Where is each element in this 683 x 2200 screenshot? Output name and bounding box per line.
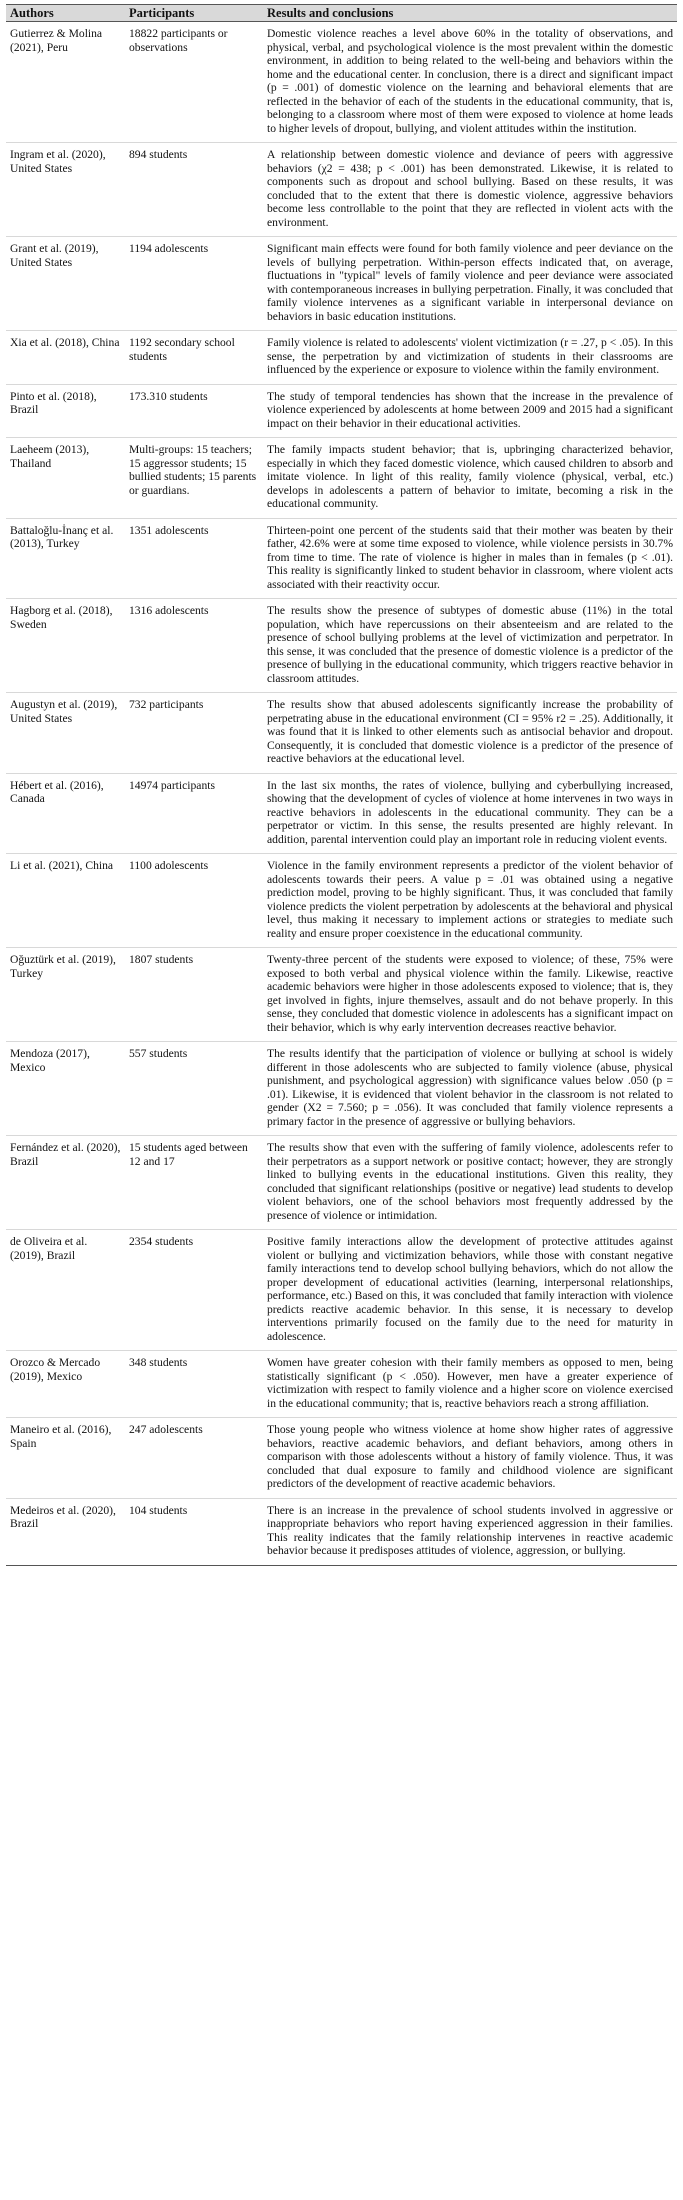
cell-participants: 1351 adolescents xyxy=(125,518,263,599)
cell-results: Women have greater cohesion with their family members as opposed to men, being statistically significant (p < .050). However, men have a greater experience of victimization with respect to family violence and a higher score on violence exercised in the educational community; that is, reactive behaviors reach a strong affiliation. xyxy=(263,1351,677,1418)
table-row xyxy=(6,438,677,519)
table-row xyxy=(6,1418,677,1499)
cell-author: Augustyn et al. (2019), United States xyxy=(6,693,125,774)
table-body xyxy=(6,22,677,1566)
cell-participants: 894 students xyxy=(125,143,263,237)
cell-participants: Multi-groups: 15 teachers; 15 aggressor students; 15 bullied students; 15 parents or guardians. xyxy=(125,438,263,519)
cell-author: Grant et al. (2019), United States xyxy=(6,237,125,331)
cell-author: Maneiro et al. (2016), Spain xyxy=(6,1418,125,1499)
cell-results: Family violence is related to adolescents' violent victimization (r = .27, p < .05). In this sense, the perpetration by and victimization of students in their classrooms are influenced by the experience or exposure to violence within the family environment. xyxy=(263,331,677,385)
table-row xyxy=(6,22,677,143)
cell-results: The results identify that the participation of violence or bullying at school is widely different in those adolescents who are subjected to family violence (abuse, physical punishment, and psychological aggression) with significance values below .050 (p = .01). Likewise, it is evidenced that violent behavior in the classroom is not related to gender (X2 = 7.560; p = .056). It was concluded that family violence represents a primary factor in the presence of aggressive or bullying behaviors. xyxy=(263,1042,677,1136)
table-row xyxy=(6,1136,677,1230)
cell-results: There is an increase in the prevalence of school students involved in aggressive or inappropriate behaviors who report having experienced aggression in their families. This reality indicates that the family relationship intervenes in reactive academic behavior because it predisposes attitudes of violence, aggression, or bullying. xyxy=(263,1498,677,1565)
cell-participants: 173.310 students xyxy=(125,384,263,438)
cell-results: Domestic violence reaches a level above 60% in the totality of observations, and physical, verbal, and psychological violence is the most prevalent within the domestic environment, in addition to being related to the well-being and behaviors within the home and the educational center. In conclusion, there is a direct and significant impact (p = .001) of domestic violence on the learning and behavioral elements that are reflected in the behavior of each of the students in the educational community, that is, belonging to a classroom where most of them were exposed to violence at home leads to higher levels of dropout, bullying, and violent attitudes within the institution. xyxy=(263,22,677,143)
cell-participants: 557 students xyxy=(125,1042,263,1136)
table-row xyxy=(6,1351,677,1418)
cell-results: The results show the presence of subtypes of domestic abuse (11%) in the total population, which have repercussions on their absenteeism and are related to the presence of school bullying problems at the level of victimization and perpetrator. In this sense, it was concluded that the presence of domestic violence is a predictor of the presence of bullying in the educational community, which triggers reactive behavior in classroom attitudes. xyxy=(263,599,677,693)
cell-participants: 247 adolescents xyxy=(125,1418,263,1499)
table-row xyxy=(6,1498,677,1565)
table-row xyxy=(6,693,677,774)
cell-results: Significant main effects were found for both family violence and peer deviance on the levels of bullying perpetration. Within-person effects indicated that, on average, fluctuations in "typical" levels of family violence and peer deviance were associated with contemporaneous increases in bullying perpetration. Finally, it was concluded that family violence intervenes as a significant variable in interpersonal deviance on behaviors in basic education institutions. xyxy=(263,237,677,331)
cell-results: In the last six months, the rates of violence, bullying and cyberbullying increased, showing that the development of cycles of violence at home intervenes in two ways in reactive behaviors in adolescents in the educational community. They can be a perpetrator or victim. In this sense, the results presented are highly relevant. In addition, parental intervention could play an important role in reducing violent events. xyxy=(263,773,677,854)
header-results: Results and conclusions xyxy=(263,5,677,22)
cell-author: de Oliveira et al. (2019), Brazil xyxy=(6,1230,125,1351)
table-header-row xyxy=(6,5,677,22)
cell-participants: 1100 adolescents xyxy=(125,854,263,948)
cell-results: Positive family interactions allow the development of protective attitudes against violent or bullying and victimization behaviors, while those with constant negative family interactions tend to develop school bullying behaviors, which do not allow the proper development of educational activities (learning, interpersonal relationships, performance, etc.) Based on this, it was concluded that family interaction with violence predicts reactive academic behavior. In this sense, it is necessary to develop interventions primarily focused on the family due to the need for maturity in adolescence. xyxy=(263,1230,677,1351)
table-row xyxy=(6,1230,677,1351)
cell-author: Laeheem (2013), Thailand xyxy=(6,438,125,519)
table-row xyxy=(6,948,677,1042)
cell-author: Pinto et al. (2018), Brazil xyxy=(6,384,125,438)
table-row xyxy=(6,599,677,693)
cell-author: Hébert et al. (2016), Canada xyxy=(6,773,125,854)
cell-participants: 2354 students xyxy=(125,1230,263,1351)
cell-participants: 104 students xyxy=(125,1498,263,1565)
cell-results: Thirteen-point one percent of the students said that their mother was beaten by their father, 42.6% were at some time exposed to violence, while violence persists in 30.7% from time to time. The rate of violence is higher in males than in females (p < .01). This reality is significantly linked to student behavior in classroom, where violent acts associated with their reactivity occur. xyxy=(263,518,677,599)
cell-author: Gutierrez & Molina (2021), Peru xyxy=(6,22,125,143)
cell-author: Xia et al. (2018), China xyxy=(6,331,125,385)
cell-results: The results show that even with the suffering of family violence, adolescents refer to their perpetrators as a support network or positive contact; however, they are strongly linked to bullying events in the educational institutions. Given this reality, they concluded that significant relationships (positive or negative) lead students to develop violent behaviors, one of the school behaviors most frequently addressed by the presence of violence or intimidation. xyxy=(263,1136,677,1230)
cell-results: Those young people who witness violence at home show higher rates of aggressive behaviors, reactive academic behaviors, and defiant behaviors, among others in comparison with those adolescents without a history of family violence. Thus, it was concluded that dual exposure to family and childhood violence are significant predictors of the development of reactive academic behaviors. xyxy=(263,1418,677,1499)
cell-results: The results show that abused adolescents significantly increase the probability of perpetrating abuse in the educational environment (CI = 95% r2 = .25). Additionally, it was found that it is linked to other elements such as antisocial behavior and dropout. Consequently, it is concluded that domestic violence is a predictor of the presence of reactive behaviors at the educational level. xyxy=(263,693,677,774)
cell-participants: 14974 participants xyxy=(125,773,263,854)
table-row xyxy=(6,854,677,948)
table-row xyxy=(6,1042,677,1136)
table-row xyxy=(6,143,677,237)
cell-author: Li et al. (2021), China xyxy=(6,854,125,948)
cell-results: Violence in the family environment represents a predictor of the violent behavior of adolescents towards their peers. A value p = .01 was obtained using a negative prediction model, proving to be highly significant. Thus, it was concluded that family violence predicts the violent perpetration by adolescents at the behavioral and physical level, thus making it necessary to implement actions or strategies to mediate such reality and ensure proper coexistence in the educational community. xyxy=(263,854,677,948)
cell-participants: 15 students aged between 12 and 17 xyxy=(125,1136,263,1230)
cell-participants: 1807 students xyxy=(125,948,263,1042)
cell-author: Medeiros et al. (2020), Brazil xyxy=(6,1498,125,1565)
cell-results: The study of temporal tendencies has shown that the increase in the prevalence of violence experienced by adolescents at home between 2009 and 2015 had a significant impact on their behavior in their educational activities. xyxy=(263,384,677,438)
cell-participants: 348 students xyxy=(125,1351,263,1418)
cell-results: A relationship between domestic violence and deviance of peers with aggressive behaviors (χ2 = 438; p < .001) has been demonstrated. Likewise, it is related to components such as dropout and school bullying. Based on these results, it was concluded that to the extent that there is domestic violence, aggressive behaviors become less controllable to the point that they are reflected in violent acts with the environment. xyxy=(263,143,677,237)
cell-author: Fernández et al. (2020), Brazil xyxy=(6,1136,125,1230)
cell-participants: 732 participants xyxy=(125,693,263,774)
cell-author: Ingram et al. (2020), United States xyxy=(6,143,125,237)
table-row xyxy=(6,331,677,385)
header-authors: Authors xyxy=(6,5,125,22)
cell-author: Orozco & Mercado (2019), Mexico xyxy=(6,1351,125,1418)
cell-author: Mendoza (2017), Mexico xyxy=(6,1042,125,1136)
cell-author: Oğuztürk et al. (2019), Turkey xyxy=(6,948,125,1042)
cell-author: Battaloğlu-İnanç et al. (2013), Turkey xyxy=(6,518,125,599)
cell-results: The family impacts student behavior; that is, upbringing characterized behavior, especially in which they faced domestic violence, which caused children to absorb and imitate violence. In light of this reality, family violence (physical, verbal, etc.) develops in adolescents a pattern of behavior to imitate, becoming a risk in the educational community. xyxy=(263,438,677,519)
cell-participants: 1192 secondary school students xyxy=(125,331,263,385)
cell-participants: 18822 participants or observations xyxy=(125,22,263,143)
table-row xyxy=(6,518,677,599)
cell-participants: 1316 adolescents xyxy=(125,599,263,693)
header-participants: Participants xyxy=(125,5,263,22)
table-row xyxy=(6,773,677,854)
table-row xyxy=(6,237,677,331)
studies-table xyxy=(6,4,677,1566)
studies-table-container xyxy=(6,4,677,1566)
cell-participants: 1194 adolescents xyxy=(125,237,263,331)
table-row xyxy=(6,384,677,438)
cell-results: Twenty-three percent of the students were exposed to violence; of these, 75% were exposed to both verbal and physical violence within the family. Likewise, reactive academic behaviors were higher in those adolescents exposed to violence; that is, they get involved in fights, injure themselves, assault and do not behave properly. In this sense, they concluded that domestic violence in adolescents has a significant impact on their behavior, which is why early intervention decreases reactive behavior. xyxy=(263,948,677,1042)
cell-author: Hagborg et al. (2018), Sweden xyxy=(6,599,125,693)
